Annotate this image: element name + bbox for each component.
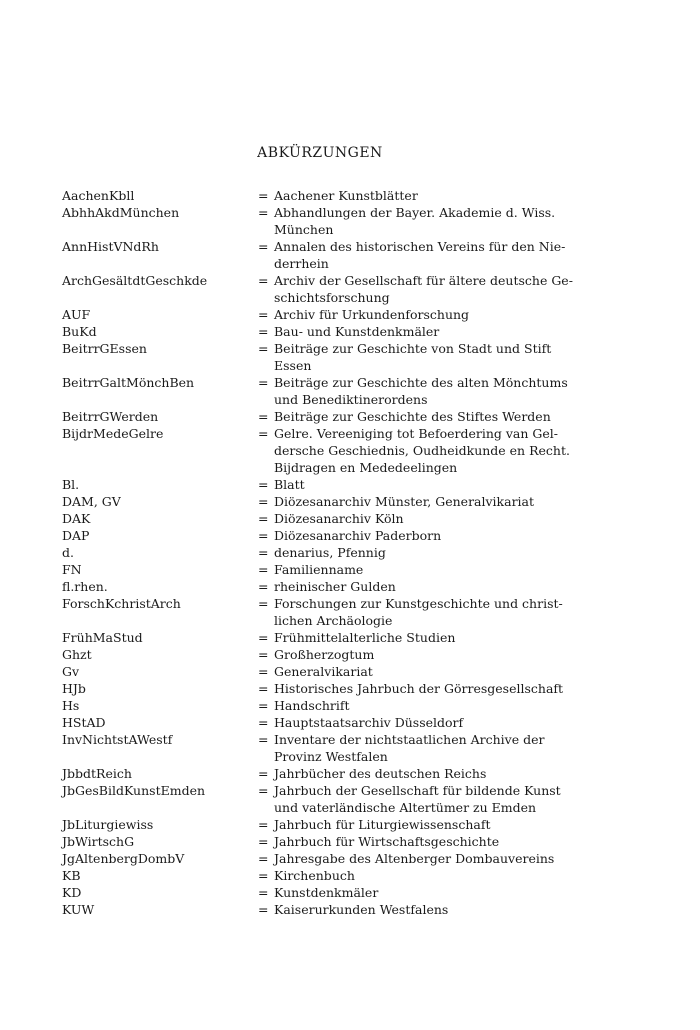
abbreviation-definition (274, 340, 582, 374)
abbreviation-entry (62, 578, 582, 595)
equals-sign: = (258, 834, 269, 849)
abbreviation-entry (62, 306, 582, 323)
abbreviation-term: BeitrrGEssen (62, 341, 147, 356)
abbreviation-entry (62, 697, 582, 714)
definition-line: Bau- und Kunstdenkmäler (274, 324, 440, 339)
abbreviation-definition (274, 510, 582, 527)
abbreviation-term: Hs (62, 698, 80, 713)
abbreviation-entry (62, 340, 582, 374)
definition-line: Beiträge zur Geschichte des Stiftes Werden (274, 409, 551, 424)
definition-line: Frühmittelalterliche Studien (274, 630, 456, 645)
definition-line: Inventare der nichtstaatlichen Archive der (274, 732, 545, 747)
abbreviation-definition (274, 408, 582, 425)
equals-sign: = (258, 511, 269, 526)
abbreviation-definition (274, 714, 582, 731)
abbreviation-definition (274, 476, 582, 493)
abbreviation-entry (62, 408, 582, 425)
abbreviation-definition (274, 680, 582, 697)
abbreviation-entry (62, 765, 582, 782)
equals-sign: = (258, 188, 269, 203)
equals-sign: = (258, 528, 269, 543)
definition-line: schichtsforschung (274, 290, 390, 305)
abbreviation-definition (274, 595, 582, 629)
abbreviation-term: DAP (62, 528, 90, 543)
definition-line: Diözesanarchiv Münster, Generalvikariat (274, 494, 535, 509)
equals-sign: = (258, 324, 269, 339)
abbreviation-term: JbbdtReich (62, 766, 132, 781)
definition-line: Handschrift (274, 698, 350, 713)
definition-line: München (274, 222, 334, 237)
equals-sign: = (258, 477, 269, 492)
abbreviation-entry (62, 901, 582, 918)
abbreviation-definition (274, 527, 582, 544)
definition-line: rheinischer Gulden (274, 579, 396, 594)
abbreviation-entry (62, 680, 582, 697)
abbreviation-term: HJb (62, 681, 86, 696)
definition-line: Beiträge zur Geschichte des alten Mönchtums (274, 375, 568, 390)
abbreviation-definition (274, 238, 582, 272)
abbreviation-definition (274, 697, 582, 714)
equals-sign: = (258, 545, 269, 560)
abbreviation-entry (62, 850, 582, 867)
definition-line: denarius, Pfennig (274, 545, 386, 560)
definition-line: Kaiserurkunden Westfalens (274, 902, 449, 917)
equals-sign: = (258, 817, 269, 832)
page-title (0, 145, 640, 161)
equals-sign: = (258, 596, 269, 611)
abbreviation-entry (62, 884, 582, 901)
abbreviation-entry (62, 714, 582, 731)
abbreviation-term: KB (62, 868, 81, 883)
definition-line: Jahrbuch der Gesellschaft für bildende Kunst (274, 783, 561, 798)
abbreviation-term: AbhhAkdMünchen (62, 205, 180, 220)
definition-line: Aachener Kunstblätter (274, 188, 418, 203)
abbreviation-term: Bl. (62, 477, 80, 492)
definition-line: und vaterländische Altertümer zu Emden (274, 800, 537, 815)
equals-sign: = (258, 579, 269, 594)
abbreviation-definition (274, 629, 582, 646)
definition-line: Abhandlungen der Bayer. Akademie d. Wiss. (274, 205, 556, 220)
abbreviation-entry (62, 187, 582, 204)
definition-line: Essen (274, 358, 312, 373)
definition-line: Familienname (274, 562, 364, 577)
abbreviation-definition (274, 884, 582, 901)
definition-line: Jahrbuch für Wirtschaftsgeschichte (274, 834, 500, 849)
abbreviation-term: BijdrMedeGelre (62, 426, 164, 441)
abbreviation-entry (62, 663, 582, 680)
abbreviation-term: KD (62, 885, 82, 900)
abbreviation-definition (274, 187, 582, 204)
definition-line: Beiträge zur Geschichte von Stadt und Stift (274, 341, 552, 356)
abbreviation-term: FN (62, 562, 82, 577)
equals-sign: = (258, 681, 269, 696)
equals-sign: = (258, 307, 269, 322)
abbreviation-definition (274, 425, 582, 476)
definition-line: Archiv der Gesellschaft für ältere deutsche Ge- (274, 273, 573, 288)
abbreviation-term: DAM, GV (62, 494, 121, 509)
abbreviation-term: ArchGesältdtGeschkde (62, 273, 208, 288)
abbreviation-term: Gv (62, 664, 80, 679)
abbreviation-term: AUF (62, 307, 91, 322)
definition-line: Großherzogtum (274, 647, 375, 662)
abbreviation-entry (62, 646, 582, 663)
abbreviation-definition (274, 867, 582, 884)
definition-line: Jahrbuch für Liturgiewissenschaft (274, 817, 491, 832)
equals-sign: = (258, 851, 269, 866)
equals-sign: = (258, 239, 269, 254)
abbreviation-entry (62, 476, 582, 493)
abbreviation-definition (274, 816, 582, 833)
equals-sign: = (258, 664, 269, 679)
abbreviation-entry (62, 527, 582, 544)
abbreviation-definition (274, 901, 582, 918)
abbreviation-entry (62, 629, 582, 646)
equals-sign: = (258, 732, 269, 747)
equals-sign: = (258, 715, 269, 730)
definition-line: Archiv für Urkundenforschung (274, 307, 470, 322)
equals-sign: = (258, 375, 269, 390)
equals-sign: = (258, 409, 269, 424)
equals-sign: = (258, 273, 269, 288)
definition-line: Jahresgabe des Altenberger Dombauvereins (274, 851, 555, 866)
abbreviation-definition (274, 765, 582, 782)
abbreviation-entry (62, 833, 582, 850)
abbreviation-definition (274, 306, 582, 323)
abbreviation-term: FrühMaStud (62, 630, 143, 645)
equals-sign: = (258, 494, 269, 509)
equals-sign: = (258, 562, 269, 577)
definition-line: dersche Geschiednis, Oudheidkunde en Recht. (274, 443, 570, 458)
abbreviation-term: JbWirtschG (62, 834, 135, 849)
definition-line: Jahrbücher des deutschen Reichs (274, 766, 487, 781)
abbreviation-entry (62, 272, 582, 306)
abbreviation-entry (62, 782, 582, 816)
equals-sign: = (258, 885, 269, 900)
abbreviation-term: Ghzt (62, 647, 92, 662)
definition-line: Blatt (274, 477, 305, 492)
definition-line: Diözesanarchiv Köln (274, 511, 404, 526)
abbreviation-definition (274, 850, 582, 867)
definition-line: und Benediktinerordens (274, 392, 428, 407)
abbreviation-definition (274, 272, 582, 306)
definition-line: Provinz Westfalen (274, 749, 388, 764)
equals-sign: = (258, 341, 269, 356)
abbreviation-definition (274, 493, 582, 510)
abbreviation-definition (274, 544, 582, 561)
abbreviation-entry (62, 238, 582, 272)
equals-sign: = (258, 205, 269, 220)
abbreviation-definition (274, 578, 582, 595)
abbreviation-term: KUW (62, 902, 95, 917)
definition-line: derrhein (274, 256, 329, 271)
abbreviation-term: JbLiturgiewiss (62, 817, 154, 832)
equals-sign: = (258, 766, 269, 781)
abbreviation-entry (62, 816, 582, 833)
abbreviation-term: BeitrrGWerden (62, 409, 159, 424)
equals-sign: = (258, 647, 269, 662)
definition-line: Gelre. Vereeniging tot Befoerdering van Gel- (274, 426, 559, 441)
abbreviation-term: fl.rhen. (62, 579, 108, 594)
equals-sign: = (258, 868, 269, 883)
equals-sign: = (258, 783, 269, 798)
abbreviation-definition (274, 646, 582, 663)
equals-sign: = (258, 698, 269, 713)
abbreviation-definition (274, 731, 582, 765)
abbreviation-entry (62, 323, 582, 340)
abbreviation-definition (274, 323, 582, 340)
abbreviation-definition (274, 833, 582, 850)
abbreviation-entry (62, 374, 582, 408)
abbreviation-term: d. (62, 545, 74, 560)
abbreviation-term: JbGesBildKunstEmden (62, 783, 206, 798)
equals-sign: = (258, 902, 269, 917)
definition-line: Kirchenbuch (274, 868, 355, 883)
abbreviation-list (62, 187, 582, 918)
abbreviation-definition (274, 374, 582, 408)
equals-sign: = (258, 630, 269, 645)
abbreviation-entry (62, 493, 582, 510)
abbreviation-term: InvNichtstAWestf (62, 732, 173, 747)
abbreviation-term: JgAltenbergDombV (62, 851, 185, 866)
abbreviation-term: AachenKbll (62, 188, 135, 203)
abbreviation-entry (62, 731, 582, 765)
abbreviation-entry (62, 595, 582, 629)
abbreviation-definition (274, 204, 582, 238)
equals-sign: = (258, 426, 269, 441)
definition-line: Generalvikariat (274, 664, 373, 679)
abbreviation-definition (274, 782, 582, 816)
page-title-text: ABKÜRZUNGEN (257, 145, 383, 161)
abbreviation-entry (62, 867, 582, 884)
abbreviation-definition (274, 561, 582, 578)
abbreviation-entry (62, 425, 582, 476)
definition-line: Diözesanarchiv Paderborn (274, 528, 442, 543)
abbreviation-entry (62, 561, 582, 578)
abbreviation-term: HStAD (62, 715, 106, 730)
abbreviation-term: ForschKchristArch (62, 596, 181, 611)
abbreviation-term: BuKd (62, 324, 97, 339)
abbreviation-entry (62, 204, 582, 238)
abbreviation-term: BeitrrGaltMönchBen (62, 375, 195, 390)
definition-line: Forschungen zur Kunstgeschichte und christ- (274, 596, 563, 611)
definition-line: Bijdragen en Mededeelingen (274, 460, 458, 475)
definition-line: Annalen des historischen Vereins für den Nie- (274, 239, 566, 254)
definition-line: lichen Archäologie (274, 613, 393, 628)
abbreviation-entry (62, 510, 582, 527)
abbreviation-term: DAK (62, 511, 91, 526)
definition-line: Historisches Jahrbuch der Görresgesellschaft (274, 681, 564, 696)
abbreviation-definition (274, 663, 582, 680)
abbreviation-term: AnnHistVNdRh (62, 239, 159, 254)
definition-line: Hauptstaatsarchiv Düsseldorf (274, 715, 464, 730)
definition-line: Kunstdenkmäler (274, 885, 379, 900)
abbreviation-entry (62, 544, 582, 561)
